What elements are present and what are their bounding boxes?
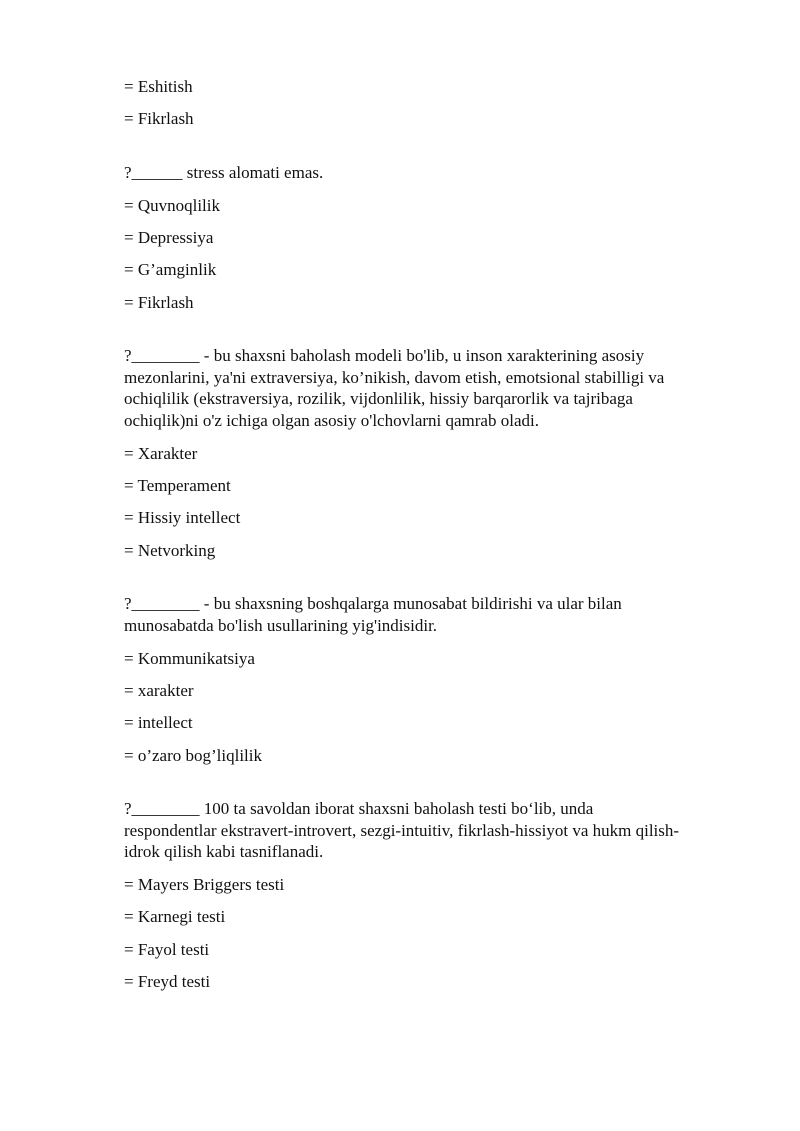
- question-text: [124, 162, 744, 184]
- question-line: ochiqlik)ni o'z ichiga olgan asosiy o'lchovlarni qamrab oladi.: [124, 410, 539, 430]
- answer-option: = Netvorking: [124, 540, 216, 560]
- answer-option: = Fikrlash: [124, 292, 194, 312]
- answer-option: = Fikrlash: [124, 109, 194, 129]
- question-line: ?________ - bu shaxsni baholash modeli bo'lib, u inson xarakterining asosiy: [124, 346, 645, 366]
- document-page: [124, 76, 744, 1004]
- answer-option: = Mayers Briggers testi: [124, 875, 285, 895]
- question-line: ?______ stress alomati emas.: [124, 162, 324, 182]
- answer-option: = Freyd testi: [124, 972, 211, 992]
- question-block: [124, 345, 744, 561]
- answer-option: = Xarakter: [124, 443, 198, 463]
- question-line: ?________ - bu shaxsning boshqalarga munosabat bildirishi va ular bilan: [124, 594, 622, 614]
- question-block: [124, 593, 744, 766]
- answer-option: = Fayol testi: [124, 939, 210, 959]
- answer-option: = Hissiy intellect: [124, 508, 241, 528]
- question-text: [124, 593, 744, 636]
- answer-option: = Quvnoqlilik: [124, 195, 221, 215]
- question-line: idrok qilish kabi tasniflanadi.: [124, 842, 324, 862]
- question-line: respondentlar ekstravert-introvert, sezgi-intuitiv, fikrlash-hissiyot va hukm qilish-: [124, 820, 680, 840]
- answer-option: = Temperament: [124, 476, 231, 496]
- answer-option: = Karnegi testi: [124, 907, 226, 927]
- answer-option: = Depressiya: [124, 228, 214, 248]
- question-line: munosabatda bo'lish usullarining yig'indisidir.: [124, 615, 438, 635]
- question-text: [124, 345, 744, 431]
- question-line: ?________ 100 ta savoldan iborat shaxsni baholash testi bo‘lib, unda: [124, 799, 594, 819]
- question-text: [124, 798, 744, 863]
- answer-option: = o’zaro bog’liqlilik: [124, 745, 263, 765]
- question-block: [124, 798, 744, 992]
- answer-option: = Kommunikatsiya: [124, 648, 255, 668]
- answer-option: = G’amginlik: [124, 260, 217, 280]
- answer-option: = xarakter: [124, 680, 194, 700]
- question-line: ochiqlilik (ekstraversiya, rozilik, vijdonlilik, hissiy barqarorlik va tajribaga: [124, 389, 633, 409]
- question-block: [124, 162, 744, 313]
- question-line: mezonlarini, ya'ni extraversiya, ko’nikish, davom etish, emotsional stabilligi va: [124, 367, 665, 387]
- answer-option: = Eshitish: [124, 77, 193, 96]
- answer-option: = intellect: [124, 713, 193, 733]
- continued-options: [124, 76, 744, 129]
